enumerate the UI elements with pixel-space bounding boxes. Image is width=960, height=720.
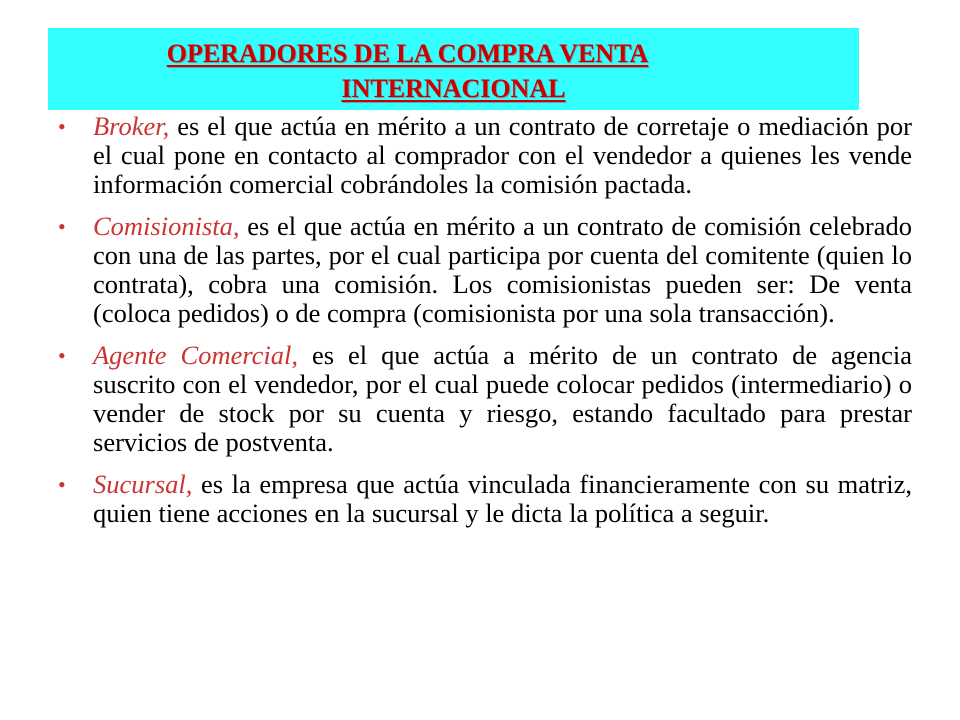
definition-sucursal: es la empresa que actúa vinculada financieramente con su matriz, quien tiene acciones en la sucursal y le dicta la política a seguir.: [93, 469, 912, 528]
title-banner: [48, 28, 859, 110]
term-sucursal: Sucursal,: [93, 469, 193, 499]
bullet-item-broker: [56, 112, 912, 199]
term-comisionista: Comisionista,: [93, 211, 240, 241]
definition-broker: es el que actúa en mérito a un contrato de corretaje o mediación por el cual pone en contacto al comprador con el vendedor a quienes les vende información comercial cobrándoles la comisión pactada.: [93, 111, 912, 199]
bullet-icon: •: [58, 472, 66, 497]
bullet-item-sucursal: [56, 470, 912, 528]
term-agente-comercial: Agente Comercial,: [93, 340, 299, 370]
definition-comisionista: es el que actúa en mérito a un contrato de comisión celebrado con una de las partes, por el cual participa por cuenta del comitente (quien lo contrata), cobra una comisión. Los comisionistas pueden ser: De venta (coloca pedidos) o de compra (comisionista por una sola transacción).: [93, 211, 912, 328]
bullet-item-comisionista: [56, 212, 912, 328]
slide-title-line-1: OPERADORES DE LA COMPRA VENTA: [166, 39, 649, 68]
definition-agente-comercial: es el que actúa a mérito de un contrato de agencia suscrito con el vendedor, por el cual puede colocar pedidos (intermediario) o vender de stock por su cuenta y riesgo, estando facultado para prestar servicios de postventa.: [93, 340, 912, 457]
slide-title-line-2: INTERNACIONAL: [341, 74, 566, 103]
bullet-icon: •: [58, 343, 66, 368]
bullet-list: [56, 112, 912, 541]
bullet-icon: •: [58, 214, 66, 239]
term-broker: Broker,: [93, 111, 170, 141]
bullet-item-agente-comercial: [56, 341, 912, 457]
bullet-icon: •: [58, 114, 66, 139]
